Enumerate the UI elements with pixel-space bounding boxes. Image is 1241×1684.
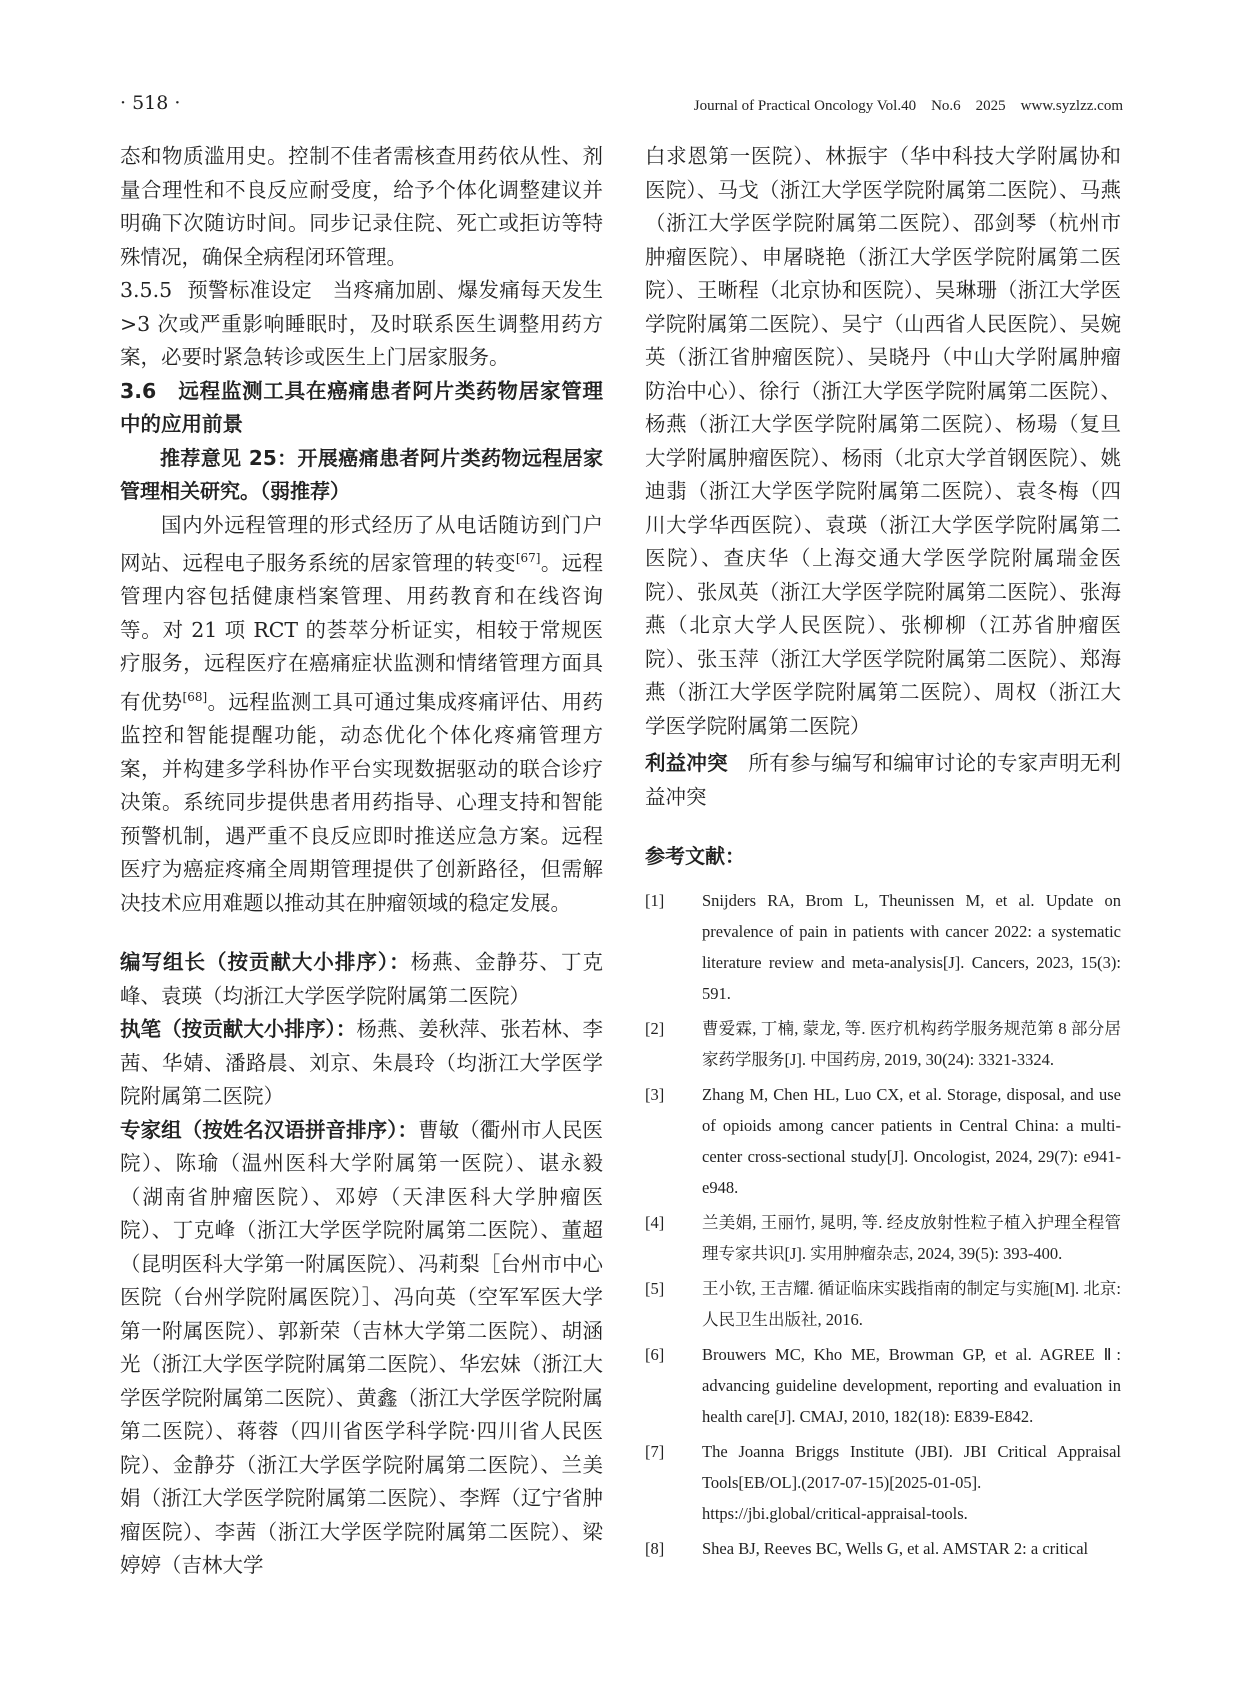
reference-text: Snijders RA, Brom L, Theunissen M, et al. Update on prevalence of pain in patients with cancer 2022: a systematic literature review and meta-analysis[J]. Cancers, 2023, 15(3): 591. <box>702 891 1121 1003</box>
reference-item <box>645 1013 1121 1075</box>
coi-text: 所有参与编写和编审讨论的专家声明无利益冲突 <box>645 751 1122 809</box>
reference-item <box>645 1079 1121 1203</box>
reference-number: [7] <box>645 1442 665 1461</box>
page-number: · 518 · <box>120 92 181 114</box>
experts-label: 专家组（按姓名汉语拼音排序）： <box>120 1117 419 1142</box>
paragraph-remote <box>120 509 603 921</box>
writers-block <box>120 1013 603 1114</box>
reference-number: [4] <box>645 1213 665 1232</box>
text-segment: 。远程管理内容包括健康档案管理、用药教育和在线咨询等。对 21 项 RCT 的荟萃分析证实，相较于常规医疗服务，远程医疗在癌痛症状监测和情绪管理方面具有优势 <box>120 550 604 714</box>
reference-number: [6] <box>645 1345 665 1364</box>
reference-item <box>645 1436 1121 1529</box>
reference-item <box>645 1339 1121 1432</box>
section-title: 预警标准设定 <box>187 278 313 302</box>
reference-number: [8] <box>645 1539 665 1558</box>
reference-text: Brouwers MC, Kho ME, Browman GP, et al. AGREE Ⅱ: advancing guideline development, reporting and evaluation in health care[J]. CMAJ, 2010, 182(18): E839-E842. <box>702 1345 1121 1426</box>
references-title: 参考文献： <box>645 844 745 868</box>
experts-block <box>120 1114 603 1583</box>
experts-text: 曹敏（衢州市人民医院）、陈瑜（温州医科大学附属第一医院）、谌永毅（湖南省肿瘤医院）、邓婷（天津医科大学肿瘤医院）、丁克峰（浙江大学医学院附属第二医院）、董超（昆明医科大学第一附属医院）、冯莉梨［台州市中心医院（台州学院附属医院）］、冯向英（空军军医大学第一附属医院）、郭新荣（吉林大学第二医院）、胡涵光（浙江大学医学院附属第二医院）、华宏妹（浙江大学医学院附属第二医院）、黄鑫（浙江大学医学院附属第二医院）、蒋蓉（四川省医学科学院·四川省人民医院）、金静芬（浙江大学医学院附属第二医院）、兰美娟（浙江大学医学院附属第二医院）、李辉（辽宁省肿瘤医院）、李茜（浙江大学医学院附属第二医院）、梁婷婷（吉林大学 <box>120 1117 604 1578</box>
left-column <box>120 140 603 1583</box>
reference-number: [5] <box>645 1279 665 1298</box>
reference-number: [1] <box>645 891 665 910</box>
reference-text: 王小钦, 王吉耀. 循证临床实践指南的制定与实施[M]. 北京: 人民卫生出版社, 2016. <box>702 1279 1121 1329</box>
reference-text: Shea BJ, Reeves BC, Wells G, et al. AMSTAR 2: a critical <box>702 1539 1089 1558</box>
page-header <box>0 92 1241 120</box>
reference-text: 兰美娟, 王丽竹, 晁明, 等. 经皮放射性粒子植入护理全程管理专家共识[J]. 实用肿瘤杂志, 2024, 39(5): 393-400. <box>702 1213 1121 1263</box>
section-text: 当疼痛加剧、爆发痛每天发生 >3 次或严重影响睡眠时，及时联系医生调整用药方案，必要时紧急转诊或医生上门居家服务。 <box>120 278 603 369</box>
reference-text: Zhang M, Chen HL, Luo CX, et al. Storage, disposal, and use of opioids among cancer patients in Central China: a multi-center cross-sectional study[J]. Oncologist, 2024, 29(7): e941-e948. <box>702 1085 1121 1197</box>
right-column <box>645 140 1121 1568</box>
recommendation-25: 推荐意见 25：开展癌痛患者阿片类药物远程居家管理相关研究。（弱推荐） <box>120 445 603 503</box>
coi-label: 利益冲突 <box>645 751 728 775</box>
leaders-text: 杨燕、金静芬、丁克峰、袁瑛（均浙江大学医学院附属第二医院） <box>120 950 604 1008</box>
text-segment: 。远程监测工具可通过集成疼痛评估、用药监控和智能提醒功能，动态优化个体化疼痛管理方案，并构建多学科协作平台实现数据驱动的联合诊疗决策。系统同步提供患者用药指导、心理支持和智能预警机制，遇严重不良反应即时推送应急方案。远程医疗为癌症疼痛全周期管理提供了创新路径，但需解决技术应用难题以推动其在肿瘤领域的稳定发展。 <box>120 689 604 915</box>
references-list <box>645 885 1121 1564</box>
paragraph-cont: 态和物质滥用史。控制不佳者需核查用药依从性、剂量合理性和不良反应耐受度，给予个体化调整建议并明确下次随访时间。同步记录住院、死亡或拒访等特殊情况，确保全病程闭环管理。 <box>120 144 603 269</box>
running-head: Journal of Practical Oncology Vol.40 No.6 2025 www.syzlzz.com <box>693 98 1123 114</box>
section-number: 3.5.5 <box>120 278 173 302</box>
citation-68[interactable]: [68] <box>182 689 208 704</box>
reference-item <box>645 1533 1121 1564</box>
citation-67[interactable]: [67] <box>515 551 541 565</box>
writers-label: 执笔（按贡献大小排序）： <box>120 1017 357 1042</box>
reference-item <box>645 885 1121 1009</box>
reference-item <box>645 1207 1121 1269</box>
conflict-of-interest <box>645 747 1121 814</box>
experts-continued: 白求恩第一医院）、林振宇（华中科技大学附属协和医院）、马戈（浙江大学医学院附属第二医院）、马燕（浙江大学医学院附属第二医院）、邵剑琴（杭州市肿瘤医院）、申屠晓艳（浙江大学医学院附属第二医院）、王晰程（北京协和医院）、吴琳珊（浙江大学医学院附属第二医院）、吴宁（山西省人民医院）、吴婉英（浙江省肿瘤医院）、吴晓丹（中山大学附属肿瘤防治中心）、徐行（浙江大学医学院附属第二医院）、杨燕（浙江大学医学院附属第二医院）、杨瑒（复旦大学附属肿瘤医院）、杨雨（北京大学首钢医院）、姚迪翡（浙江大学医学院附属第二医院）、袁冬梅（四川大学华西医院）、袁瑛（浙江大学医学院附属第二医院）、查庆华（上海交通大学医学院附属瑞金医院）、张凤英（浙江大学医学院附属第二医院）、张海燕（北京大学人民医院）、张柳柳（江苏省肿瘤医院）、张玉萍（浙江大学医学院附属第二医院）、郑海燕（浙江大学医学院附属第二医院）、周权（浙江大学医学院附属第二医院） <box>645 144 1121 738</box>
leaders-label: 编写组长（按贡献大小排序）： <box>120 950 411 975</box>
reference-number: [2] <box>645 1019 665 1038</box>
reference-number: [3] <box>645 1085 665 1104</box>
writers-text: 杨燕、姜秋萍、张若林、李茜、华婧、潘路晨、刘京、朱晨玲（均浙江大学医学院附属第二医院） <box>120 1017 604 1109</box>
section-3-6-title: 3.6 远程监测工具在癌痛患者阿片类药物居家管理中的应用前景 <box>120 378 603 436</box>
text-segment: 国内外远程管理的形式经历了从电话随访到门户网站、远程电子服务系统的居家管理的转变 <box>120 512 603 575</box>
leaders-block <box>120 946 603 1013</box>
reference-text: The Joanna Briggs Institute (JBI). JBI Critical Appraisal Tools[EB/OL].(2017-07-15)[2025-01-05]. https://jbi.global/critical-appraisal-tools. <box>702 1442 1121 1523</box>
spacer <box>120 920 603 946</box>
reference-text: 曹爱霖, 丁楠, 蒙龙, 等. 医疗机构药学服务规范第 8 部分居家药学服务[J]. 中国药房, 2019, 30(24): 3321-3324. <box>702 1019 1121 1069</box>
section-3-5-5 <box>120 274 603 375</box>
reference-item <box>645 1273 1121 1335</box>
